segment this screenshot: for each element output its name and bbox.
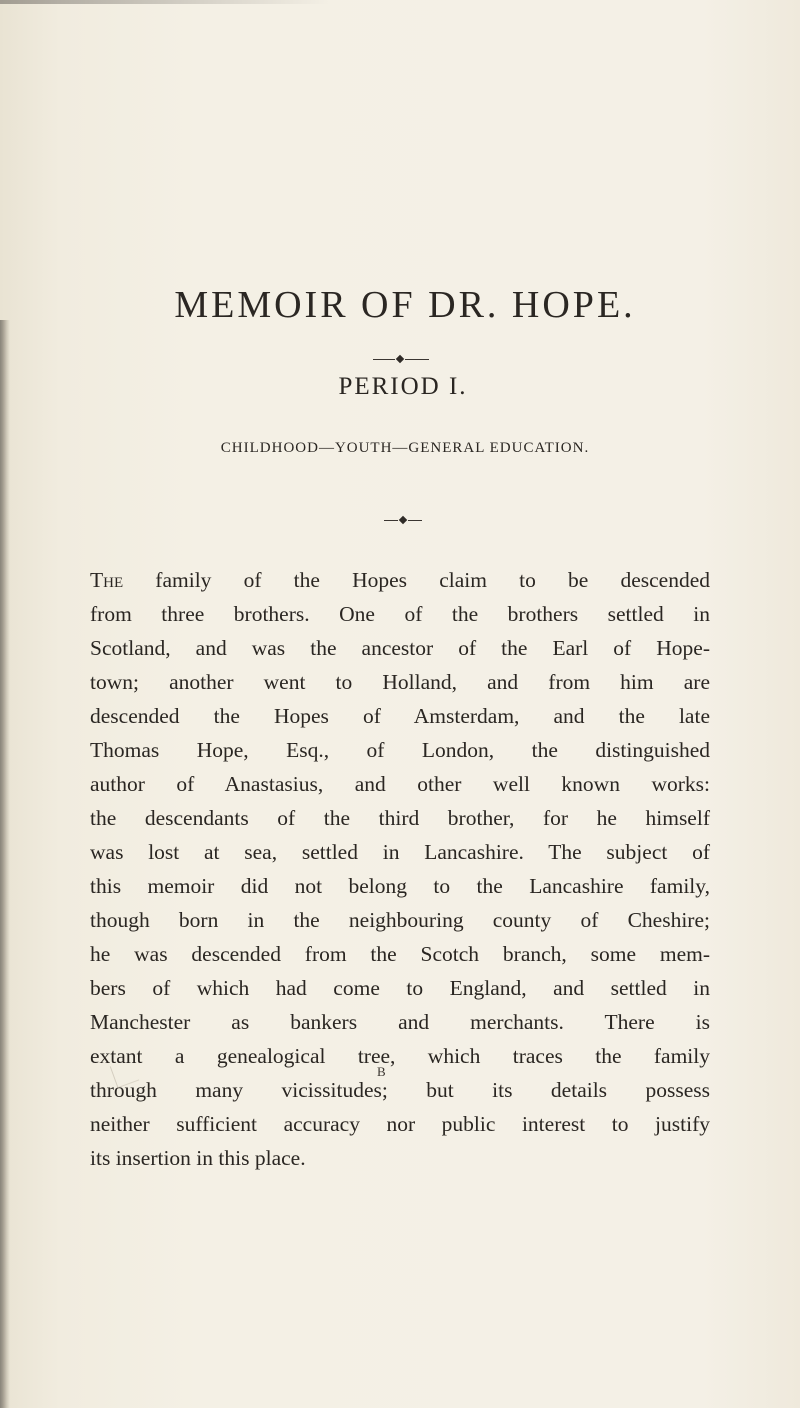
text-line: Thomas Hope, Esq., of London, the distinguished: [90, 738, 710, 762]
period-heading: PERIOD I.: [338, 373, 468, 400]
text-line: the descendants of the third brother, for he himself: [90, 806, 710, 830]
binding-edge: [0, 320, 10, 1408]
text-line: through many vicissitudes; but its details possess: [90, 1078, 710, 1102]
signature-mark: B: [377, 1064, 386, 1079]
diamond-icon: [399, 516, 407, 524]
drop-word: The: [90, 568, 124, 592]
memoir-body-text: [90, 563, 710, 1175]
period-subtitle: CHILDHOOD—YOUTH—GENERAL EDUCATION.: [220, 440, 590, 456]
title-ornament: [373, 355, 429, 365]
text-line: this memoir did not belong to the Lancashire family,: [90, 874, 710, 898]
text-line: bers of which had come to England, and settled in: [90, 976, 710, 1000]
scan-edge-mark: [0, 0, 330, 4]
text-line: though born in the neighbouring county of Cheshire;: [90, 908, 710, 932]
text-line: extant a genealogical tree, which traces the family: [90, 1044, 710, 1068]
text-line: he was descended from the Scotch branch, some mem-: [90, 942, 710, 966]
memoir-title: MEMOIR OF DR. HOPE.: [174, 284, 636, 326]
diamond-icon: [396, 355, 404, 363]
text-line: neither sufficient accuracy nor public interest to justify: [90, 1112, 710, 1136]
text-line: descended the Hopes of Amsterdam, and the late: [90, 704, 710, 728]
text-line: The family of the Hopes claim to be descended: [90, 568, 710, 592]
text-line: Manchester as bankers and merchants. There is: [90, 1010, 710, 1034]
text-line: Scotland, and was the ancestor of the Earl of Hope-: [90, 636, 710, 660]
text-line: its insertion in this place.: [90, 1146, 306, 1170]
text-line: was lost at sea, settled in Lancashire. The subject of: [90, 840, 710, 864]
text-line: author of Anastasius, and other well known works:: [90, 772, 710, 796]
text-line: from three brothers. One of the brothers settled in: [90, 602, 710, 626]
subtitle-ornament: [384, 516, 422, 526]
text-line: town; another went to Holland, and from him are: [90, 670, 710, 694]
